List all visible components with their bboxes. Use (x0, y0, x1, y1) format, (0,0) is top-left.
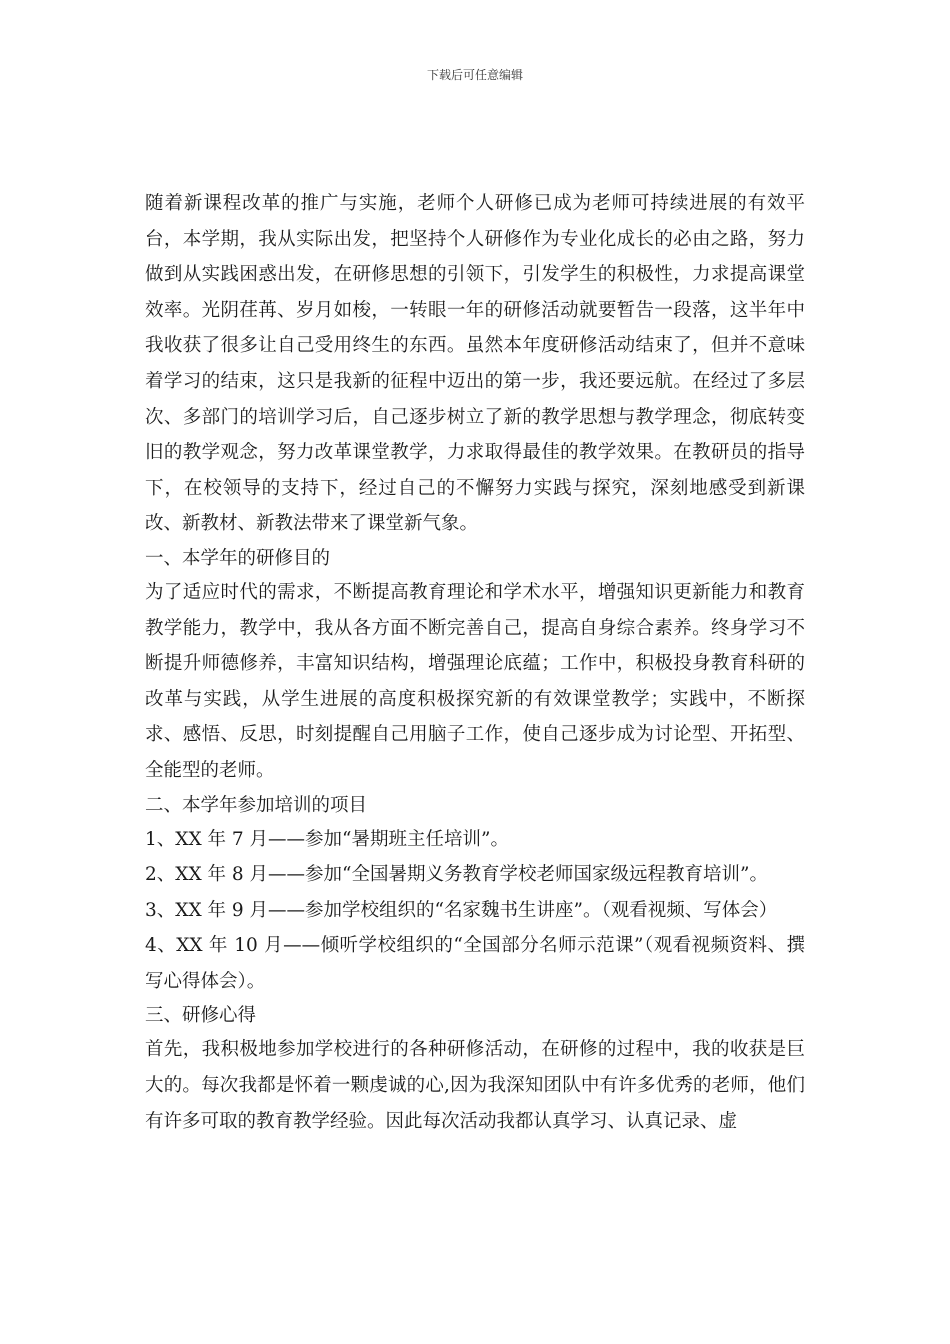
section-heading-goals: 一、本学年的研修目的 (145, 547, 331, 569)
document-body (145, 186, 805, 1139)
training-item: 1、XX 年 7 月——参加“暑期班主任培训”。 (145, 828, 509, 850)
intro-paragraph: 随着新课程改革的推广与实施，老师个人研修已成为老师可持续进展的有效平台，本学期，我从实际出发，把坚持个人研修作为专业化成长的必由之路，努力做到从实践困惑出发，在研修思想的引领下，引发学生的积极性，力求提高课堂效率。光阴荏苒、岁月如梭，一转眼一年的研修活动就要暂告一段落，这半年中我收获了很多让自己受用终生的东西。虽然本年度研修活动结束了，但并不意味着学习的结束，这只是我新的征程中迈出的第一步，我还要远航。在经过了多层次、多部门的培训学习后，自己逐步树立了新的教学思想与教学理念，彻底转变旧的教学观念，努力改革课堂教学，力求取得最佳的教学效果。在教研员的指导下，在校领导的支持下，经过自己的不懈努力实践与探究，深刻地感受到新课改、新教材、新教法带来了课堂新气象。 (145, 193, 805, 535)
training-item: 3、XX 年 9 月——参加学校组织的“名家魏书生讲座”。（观看视频、写体会） (145, 899, 778, 921)
section-heading-reflection: 三、研修心得 (145, 1005, 257, 1027)
header-note: 下载后可任意编辑 (426, 68, 523, 82)
section-heading-training: 二、本学年参加培训的项目 (145, 794, 368, 816)
training-item: 4、XX 年 10 月——倾听学校组织的“全国部分名师示范课”（观看视频资料、撰写心得体会）。 (145, 935, 805, 992)
training-item: 2、XX 年 8 月——参加“全国暑期义务教育学校老师国家级远程教育培训”。 (145, 864, 768, 886)
goals-paragraph: 为了适应时代的需求，不断提高教育理论和学术水平，增强知识更新能力和教育教学能力，教学中，我从各方面不断完善自己，提高自身综合素养。终身学习不断提升师德修养，丰富知识结构，增强理论底蕴；工作中，积极投身教育科研的改革与实践，从学生进展的高度积极探究新的有效课堂教学；实践中，不断探求、感悟、反思，时刻提醒自己用脑子工作，使自己逐步成为讨论型、开拓型、全能型的老师。 (145, 581, 805, 781)
reflection-paragraph: 首先，我积极地参加学校进行的各种研修活动，在研修的过程中，我的收获是巨大的。每次我都是怀着一颗虔诚的心,因为我深知团队中有许多优秀的老师，他们有许多可取的教育教学经验。因此每次活动我都认真学习、认真记录、虚 (145, 1039, 805, 1132)
